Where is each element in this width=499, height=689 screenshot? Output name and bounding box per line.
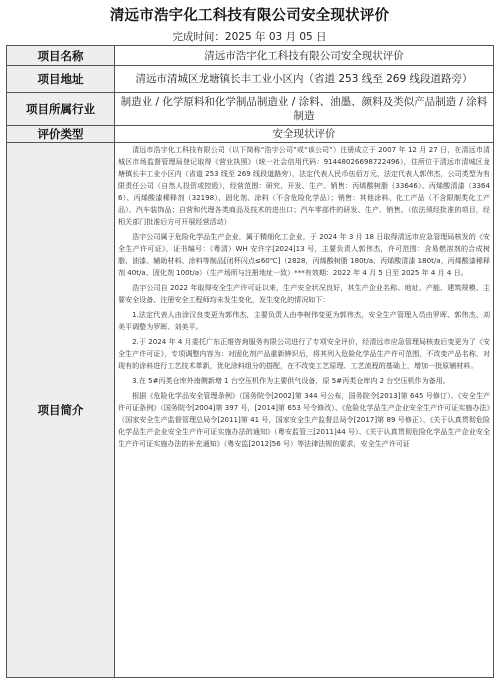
summary-paragraph: 3.在 5#丙类仓库外南侧新增 1 台空压机作为主要供气设备，原 5#丙类仓库内 2 台空压机作为备用。: [132, 376, 450, 385]
table-row-project-address: [7, 66, 494, 93]
table-row-summary: [7, 143, 494, 678]
summary-paragraph: 2.于 2024 年 4 月委托广东正维咨询服务有限公司进行了专项安全评价，经清远市应急管理局核查后变更为了《安全生产许可证》，专项调整内容为：对固化剂产品重新辨识后，将其列入危险化学品生产许可范围，不改变产品名称，对现有的涂料进行工艺技术革新，优化涂料组分的搭配，在不改变工艺原理、工艺流程的基础上，增加一批原辅材料。: [118, 337, 490, 370]
summary-label: 项目简介: [7, 143, 115, 678]
document-title: 清远市浩宇化工科技有限公司安全现状评价: [109, 8, 390, 24]
info-table: [6, 45, 494, 678]
industry-value: 制造业 / 化学原料和化学制品制造业 / 涂料、油墨、颜料及类似产品制造 / 涂料制造: [115, 93, 494, 126]
summary-paragraph: 根据《危险化学品安全管理条例》（国务院令[2002]第 344 号公布，国务院令[2013]第 645 号修订）、《安全生产许可证条例》（国务院令[2004]第 397 号，[2014]第 653 号令修改）、《危险化学品生产企业安全生产许可证实施办法》（国家安全生产监督管理总局令[2011]第 41 号，国家安全生产监督总局令[2017]第 89 号修正）、《关于认真贯彻危险化学品生产企业安全生产许可证实施办法的通知》（粤安监管三[2011]44 号）、《关于认真贯彻危险化学品生产企业安全生产许可证实施办法的补充通知》（粤安监[2012]56 号）等法律法规的要求，安全生产许可证: [118, 391, 490, 448]
completion-time: 完成时间：2025 年 03 月 05 日: [172, 31, 327, 43]
project-address-value: 清远市清城区龙塘镇长丰工业小区内（省道 253 线至 269 线段道路旁）: [115, 66, 494, 93]
project-name-label: 项目名称: [7, 46, 115, 66]
summary-paragraph: 1.法定代表人由涂汉良变更为郭伟杰，主要负责人由李树伟变更为郭伟杰，安全生产管理人员由罗晖、郭伟杰、刘美平调整为罗晖、刘美平。: [118, 310, 490, 331]
summary-paragraph: 浩宇公司自 2022 年取得安全生产许可证以来，生产安全状况良好，其生产企业名称、地址、产能、建筑规模、主要安全设备、注册安全工程师均未发生变化，发生变化的情况如下：: [118, 283, 490, 304]
summary-text: [118, 144, 490, 676]
project-name-value: 清远市浩宇化工科技有限公司安全现状评价: [115, 46, 494, 66]
evaluation-type-label: 评价类型: [7, 126, 115, 143]
summary-paragraph: 浩宇公司属于危险化学品生产企业，属于精细化工企业，于 2024 年 3 月 18 日取得清远市应急管理局核发的《安全生产许可证》，证书编号：（粤清）WH 安许字[2024]13 号，主要负责人郭伟杰，许可范围：含易燃溶剂的合成树脂、油漆、辅助材料、涂料等制品[闭杯闪点≤60℃]（2828，丙烯酸树脂 180t/a、丙烯酸清漆 180t/a、丙烯酸漆稀释剂 40t/a、固化剂 100t/a）（生产场所与注册地址一致）***有效期：2022 年 4 月 5 日至 2025 年 4 月 4 日。: [118, 232, 490, 277]
project-address-label: 项目地址: [7, 66, 115, 93]
industry-label: 项目所属行业: [7, 93, 115, 126]
table-row-project-name: [7, 46, 494, 66]
evaluation-type-value: 安全现状评价: [115, 126, 494, 143]
summary-paragraph: 清远市浩宇化工科技有限公司（以下简称“浩宇公司”或“该公司”）注册成立于 2007 年 12 月 27 日，在清远市清城区市场监督管理局登记取得《营业执照》（统一社会信用代码：91448026698722496），住所位于清远市清城区龙塘镇长丰工业小区内（省道 253 线至 269 线段道路旁），法定代表人民币伍佰万元，法定代表人郭伟杰，公司类型为有限责任公司（自然人投资或控股），经营范围：研究、开发、生产、销售：丙烯酸树脂（33646）、丙烯酸清漆（33646）、丙烯酸漆稀释剂（32198）、固化剂、涂料（不含危险化学品）；销售：其他涂料、化工产品（不含限制类化工产品）、汽车装饰品；自营和代理各类商品及技术的进出口；汽车零部件的研发、生产、销售。（依法须经批准的项目，经相关部门批准后方可开展经营活动）: [118, 145, 490, 226]
table-row-evaluation-type: [7, 126, 494, 143]
summary-cell: [115, 143, 494, 678]
table-row-industry: [7, 93, 494, 126]
